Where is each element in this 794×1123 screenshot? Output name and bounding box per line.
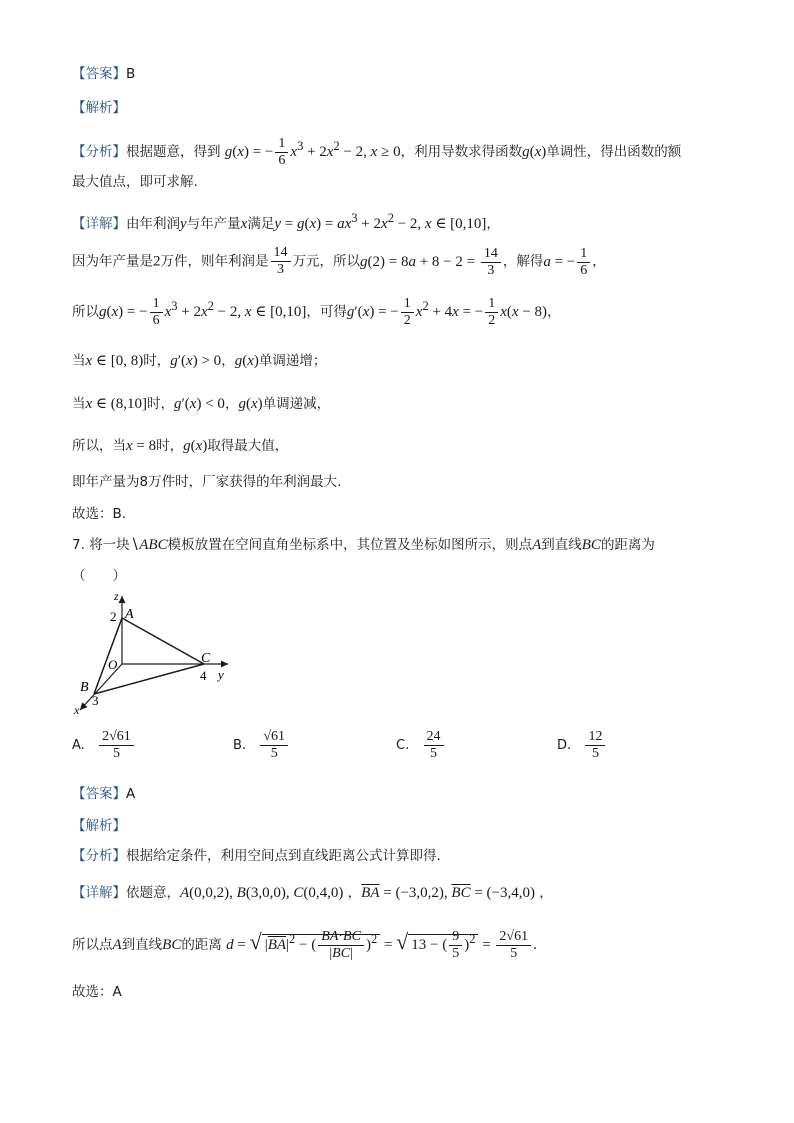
- distance-formula: d = √ $|\overline{BA}|^2$ − ( $\frac{BA\cdot BC}{|BC|}$ )$^2$ = √ 13 − ( $\frac{9}{5}$ )$^2$ = $\frac{2√61}{5}$ .: [226, 928, 537, 961]
- q6-conclusion: 故选：B.: [72, 506, 127, 522]
- text: 单调递减，: [262, 396, 331, 412]
- coordinate-figure: [70, 590, 250, 720]
- formula: g(x) = − $\frac{1}{6}$ $x^3 + 2x^2 - 2$, x ∈ [0,10]: [99, 296, 307, 328]
- label-z: z: [114, 590, 119, 603]
- formula: g(2) = 8a + 8 − 2 = $\frac{14}{3}$: [360, 254, 503, 270]
- option-label: B.: [233, 738, 247, 753]
- q7-conclusion: 故选：A: [72, 984, 122, 1000]
- q6-xiangjie-line1: 【详解】由年利润y与年产量x满足$y = g(x) = ax^3 + 2x^2 - 2$, x ∈ [0,10]，: [72, 211, 500, 232]
- text: 所以: [72, 303, 99, 320]
- text: 模板放置在空间直角坐标系中，其位置及坐标如图所示，则点: [167, 537, 533, 553]
- fenxi-tag: 【分析】: [72, 848, 126, 864]
- option-c[interactable]: [396, 730, 446, 761]
- text: 取得最大值，: [207, 438, 289, 454]
- text: 时，: [143, 353, 171, 369]
- edge-AB: [94, 618, 122, 694]
- text: 的距离为: [600, 537, 655, 553]
- fenxi-text: ，利用导数求得函数: [400, 143, 523, 160]
- text: 所以，当: [72, 438, 126, 454]
- label-y: y: [218, 667, 224, 682]
- option-numerator: 24: [424, 730, 444, 746]
- text: ，可得: [306, 303, 347, 320]
- formula: $\overline{BA} = (-3,0,2)$, $\overline{BC} = (-3,4,0)$: [361, 885, 535, 901]
- answer-tag: 【答案】: [72, 66, 126, 82]
- label-x: x: [74, 703, 80, 717]
- q7-stem: 7. 将一块∖ABC模板放置在空间直角坐标系中，其位置及坐标如图所示，则点A到直线BC的距离为: [72, 537, 655, 553]
- option-denominator: 5: [112, 746, 120, 761]
- option-numerator: 12: [585, 730, 605, 746]
- option-label: C.: [396, 738, 410, 753]
- q6-xiangjie-line5: 当x ∈ (8,10]时，g′(x) < 0，g(x)单调递减，: [72, 396, 331, 412]
- text: 到直线: [121, 936, 163, 953]
- option-label: A.: [72, 738, 85, 753]
- text: 将一块: [89, 537, 130, 553]
- q6-answer-line: [72, 68, 135, 82]
- q7-xiangjie-line1: 【详解】依题意，A(0,0,2), B(3,0,0), C(0,4,0) ，$\overline{BA} = (-3,0,2)$, $\overline{BC} = (-3,4,0)$ ，: [72, 885, 553, 901]
- q6-xiangjie-line2: 因为年产量是2万件，则年利润是 $\frac{14}{3}$ 万元，所以g(2) = 8a + 8 − 2 = $\frac{14}{3}$ ，解得a = − $\frac{1}{6}$ ，: [72, 245, 606, 278]
- option-d[interactable]: [557, 730, 607, 761]
- fenxi-text: 根据题意，得到: [126, 143, 221, 160]
- q6-fenxi-line1: 【分析】根据题意，得到 g(x) = − $\frac{1}{6}$ $x^3 + 2x^2 - 2$, x ≥ 0，利用导数求得函数g(x)单调性，得出函数的额: [72, 136, 682, 168]
- analysis-tag: 【解析】: [72, 818, 126, 834]
- text: 时，: [156, 438, 184, 454]
- option-numerator: 2√61: [99, 730, 134, 746]
- question-number: 7.: [72, 537, 85, 553]
- text: 到直线: [541, 537, 582, 553]
- q6-xiangjie-line7: 即年产量为8万件时，厂家获得的年利润最大.: [72, 474, 342, 490]
- fenxi-tag: 【分析】: [72, 143, 126, 160]
- answer-value: B: [126, 66, 136, 82]
- text: 由年利润: [126, 216, 180, 232]
- label-three: 3: [92, 693, 99, 708]
- q6-xiangjie-line6: 所以，当x = 8时，g(x)取得最大值，: [72, 438, 289, 454]
- label-C: C: [201, 651, 211, 666]
- text: 的距离: [181, 936, 222, 953]
- q7-paren: （ ）: [72, 568, 126, 584]
- formula: g(x) = − $\frac{1}{6}$ $x^3 + 2x^2 - 2$, x ≥ 0: [224, 136, 401, 168]
- text: ，解得: [502, 253, 544, 270]
- option-numerator: √61: [260, 730, 288, 746]
- text: 因为年产量是: [72, 253, 153, 270]
- label-O: O: [108, 657, 118, 672]
- q7-xiangjie-line2: 所以点A到直线BC的距离 d = √ $|\overline{BA}|^2$ − ( $\frac{BA\cdot BC}{|BC|}$ )$^2$ = √ 13 − ( $\frac{9}{5}$ )$^2$ = $\frac{2√61}{5}$ .: [72, 928, 537, 961]
- text: 所以点: [72, 936, 113, 953]
- xiangjie-tag: 【详解】: [72, 216, 126, 232]
- text: 单调递增；: [258, 353, 327, 369]
- formula: A(0,0,2), B(3,0,0), C(0,4,0): [180, 885, 344, 901]
- fenxi-text: 单调性，得出函数的额: [546, 143, 682, 160]
- text: 当: [72, 396, 86, 412]
- label-four: 4: [200, 668, 207, 683]
- analysis-tag: 【解析】: [72, 100, 126, 116]
- option-b[interactable]: [233, 730, 290, 761]
- fenxi-text: 根据给定条件，利用空间点到直线距离公式计算即得.: [126, 848, 441, 864]
- label-A: A: [125, 607, 134, 622]
- edge-AC: [122, 618, 204, 664]
- q6-xiangjie-line3: 所以g(x) = − $\frac{1}{6}$ $x^3 + 2x^2 - 2$, x ∈ [0,10]，可得g′(x) = − $\frac{1}{2}$ $x^2 + 4x$ = − $\frac{1}{2}$ x(x − 8)，: [72, 296, 561, 328]
- text: ，: [224, 396, 239, 412]
- text: 时，: [147, 396, 175, 412]
- option-denominator: 5: [591, 746, 599, 761]
- q6-fenxi-line2: 最大值点，即可求解.: [72, 174, 198, 190]
- label-two: 2: [110, 609, 117, 624]
- q7-answer-line: [72, 788, 135, 802]
- number: 2: [153, 253, 161, 270]
- answer-value: A: [126, 786, 136, 802]
- option-denominator: 5: [270, 746, 278, 761]
- answer-tag: 【答案】: [72, 786, 126, 802]
- xiangjie-tag: 【详解】: [72, 885, 126, 901]
- text: 与年产量: [186, 216, 241, 232]
- text: 依题意，: [126, 885, 180, 901]
- q6-xiangjie-line4: 当x ∈ [0, 8)时，g′(x) > 0，g(x)单调递增；: [72, 353, 327, 369]
- formula: g′(x) = − $\frac{1}{2}$ $x^2 + 4x$ = − $\frac{1}{2}$ x(x − 8): [346, 296, 548, 328]
- text: 万件，则年利润是: [160, 253, 269, 270]
- formula: $y = g(x) = ax^3 + 2x^2 - 2$, x ∈ [0,10]: [274, 211, 487, 232]
- q7-fenxi: [72, 850, 441, 864]
- option-label: D.: [557, 738, 572, 753]
- option-denominator: 5: [430, 746, 438, 761]
- text: 满足: [247, 216, 275, 232]
- text: 当: [72, 353, 86, 369]
- text: ，: [221, 353, 235, 369]
- text: 万元，所以: [292, 253, 360, 270]
- option-a[interactable]: [72, 730, 136, 761]
- label-B: B: [80, 680, 89, 695]
